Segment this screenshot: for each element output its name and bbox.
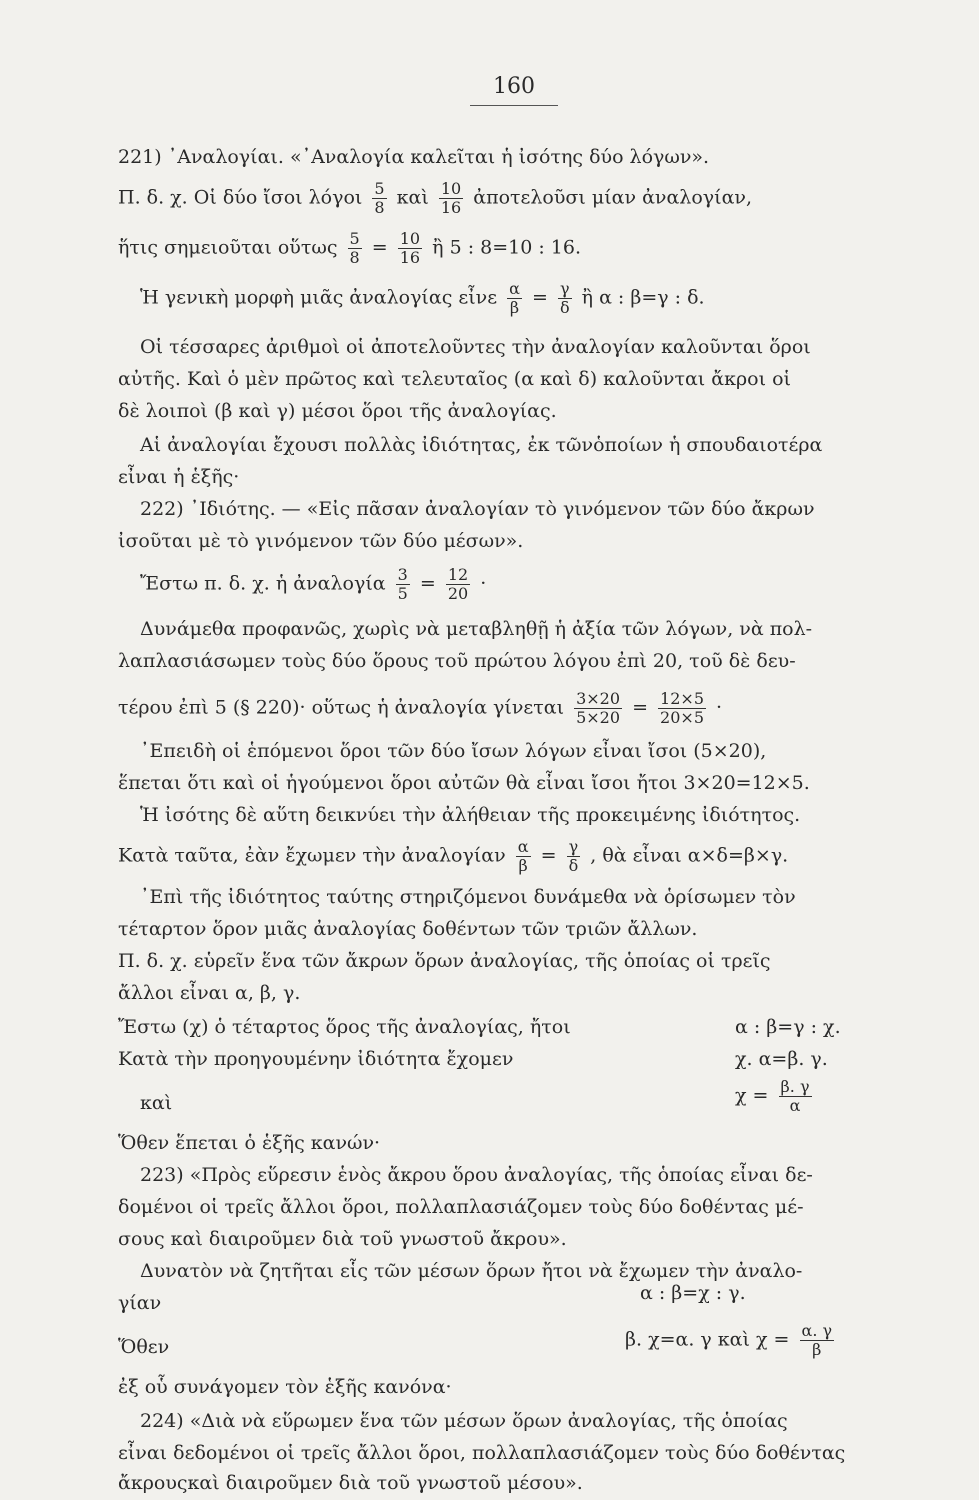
formula <box>735 1078 816 1115</box>
numerator: α. γ <box>801 1321 833 1340</box>
numerator: 3 <box>397 565 408 584</box>
text-line: Ὅθεν <box>118 1336 170 1358</box>
fraction <box>396 566 410 603</box>
text-line: λαπλασιάσωμεν τοὺς δύο ὅρους τοῦ πρώτου λόγου ἐπὶ 20, τοῦ δὲ δευ- <box>118 650 796 672</box>
text-span: = <box>371 236 388 259</box>
denominator: 5×20 <box>576 708 621 727</box>
text-line: 222) ᾿Ιδιότης. — «Εἰς πᾶσαν ἀναλογίαν τὸ γινόμενον τῶν δύο ἄκρων <box>140 498 815 520</box>
numerator: 5 <box>374 179 385 198</box>
denominator: δ <box>559 298 570 317</box>
text-line: ἕπεται ὅτι καὶ οἱ ἡγούμενοι ὅροι αὐτῶν θὰ εἶναι ἴσοι ἤτοι 3×20=12×5. <box>118 772 810 794</box>
text-span: ἥτις σημειοῦται οὕτως <box>118 236 338 259</box>
text-line: ἰσοῦται μὲ τὸ γινόμενον τῶν δύο μέσων». <box>118 530 524 552</box>
numerator: 12×5 <box>660 689 704 708</box>
text-span: ἀποτελοῦσι μίαν ἀναλογίαν, <box>473 186 753 209</box>
fraction <box>567 838 581 875</box>
numerator: 5 <box>349 229 360 248</box>
text-line <box>118 838 788 875</box>
text-span: = <box>540 844 557 867</box>
text-line: τέταρτον ὅρον μιᾶς ἀναλογίας δοθέντων τῶν τριῶν ἄλλων. <box>118 918 698 940</box>
numerator: α <box>509 279 520 298</box>
fraction <box>558 280 572 317</box>
numerator: β. γ <box>780 1077 810 1096</box>
text-line: ᾿Επειδὴ οἱ ἑπόμενοι ὅροι τῶν δύο ἴσων λόγων εἶναι ἴσοι (5×20), <box>140 740 767 762</box>
formula: χ. α=β. γ. <box>735 1048 828 1070</box>
text-line <box>118 230 581 267</box>
numerator: 10 <box>399 229 421 248</box>
text-span: ἢ α : β=γ : δ. <box>581 286 705 309</box>
text-span: β. χ=α. γ καὶ χ = <box>625 1328 790 1351</box>
page-number: 160 <box>470 74 558 106</box>
text-span: · <box>480 572 487 595</box>
text-span: · <box>716 696 723 719</box>
numerator: γ <box>568 837 579 856</box>
denominator: 5 <box>397 584 408 603</box>
text-line: δομένοι οἱ τρεῖς ἄλλοι ὅροι, πολλαπλασιάζομεν τοὺς δύο δοθέντας μέ- <box>118 1196 804 1218</box>
numerator: γ <box>559 279 570 298</box>
formula: α : β=χ : γ. <box>640 1282 746 1304</box>
formula <box>625 1322 838 1359</box>
fraction <box>348 230 362 267</box>
text-line: Ἡ ἰσότης δὲ αὕτη δεικνύει τὴν ἀλήθειαν τῆς προκειμένης ἰδιότητος. <box>140 804 801 826</box>
denominator: 20 <box>447 584 469 603</box>
text-line: αὐτῆς. Καὶ ὁ μὲν πρῶτος καὶ τελευταῖος (α καὶ δ) καλοῦνται ἄκροι οἱ <box>118 368 791 390</box>
fraction <box>574 690 622 727</box>
numerator: 12 <box>447 565 469 584</box>
text-line: ἄκρουςκαὶ διαιροῦμεν διὰ τοῦ γνωστοῦ μέσου». <box>118 1472 583 1494</box>
fraction <box>372 180 386 217</box>
text-line: εἶναι ἡ ἑξῆς· <box>118 466 240 488</box>
text-span: = <box>419 572 436 595</box>
fraction <box>800 1322 835 1359</box>
text-line <box>118 180 752 217</box>
fraction <box>439 180 463 217</box>
text-line: Π. δ. χ. εὑρεῖν ἕνα τῶν ἄκρων ὅρων ἀναλογίας, τῆς ὁποίας οἱ τρεῖς <box>118 950 771 972</box>
text-span: = <box>632 696 648 719</box>
text-line: γίαν <box>118 1292 162 1314</box>
denominator: β <box>812 1340 822 1359</box>
text-span: Ἡ γενικὴ μορφὴ μιᾶς ἀναλογίας εἶνε <box>140 286 498 309</box>
text-line: 223) «Πρὸς εὕρεσιν ἑνὸς ἄκρου ὅρου ἀναλογίας, τῆς ὁποίας εἶναι δε- <box>140 1164 813 1186</box>
text-span: Ἔστω π. δ. χ. ἡ ἀναλογία <box>140 572 386 595</box>
denominator: α <box>789 1096 801 1115</box>
text-span: = <box>531 286 548 309</box>
numerator: 10 <box>440 179 462 198</box>
denominator: 16 <box>440 198 462 217</box>
fraction <box>779 1078 812 1115</box>
text-line: Ὅθεν ἕπεται ὁ ἑξῆς κανών· <box>118 1132 381 1154</box>
text-span: χ = <box>735 1084 769 1107</box>
text-span: Κατὰ ταῦτα, ἐὰν ἔχωμεν τὴν ἀναλογίαν <box>118 844 506 867</box>
text-line: 221) ᾿Αναλογίαι. «᾿Αναλογία καλεῖται ἡ ἰσότης δύο λόγων». <box>118 146 710 168</box>
text-line: εἶναι δεδομένοι οἱ τρεῖς ἄλλοι ὅροι, πολλαπλασιάζομεν τοὺς δύο δοθέντας <box>118 1442 846 1464</box>
fraction <box>446 566 470 603</box>
text-line: σους καὶ διαιροῦμεν διὰ τοῦ γνωστοῦ ἄκρου». <box>118 1228 567 1250</box>
denominator: δ <box>568 856 579 875</box>
text-span: καὶ <box>396 186 429 209</box>
numerator: 3×20 <box>576 689 621 708</box>
text-line <box>140 280 705 317</box>
text-span: Π. δ. χ. Οἱ δύο ἴσοι λόγοι <box>118 186 363 209</box>
text-line: Οἱ τέσσαρες ἀριθμοὶ οἱ ἀποτελοῦντες τὴν ἀναλογίαν καλοῦνται ὅροι <box>140 336 811 358</box>
fraction <box>398 230 422 267</box>
denominator: 8 <box>374 198 385 217</box>
denominator: β <box>518 856 528 875</box>
text-line: καὶ <box>140 1092 173 1114</box>
denominator: 8 <box>349 248 360 267</box>
formula: α : β=γ : χ. <box>735 1016 841 1038</box>
text-line: Αἱ ἀναλογίαι ἔχουσι πολλὰς ἰδιότητας, ἐκ τῶνὁποίων ἡ σπουδαιοτέρα <box>140 434 823 456</box>
numerator: α <box>517 837 529 856</box>
text-line: Κατὰ τὴν προηγουμένην ἰδιότητα ἔχομεν <box>118 1048 514 1070</box>
text-line: ἐξ οὗ συνάγομεν τὸν ἑξῆς κανόνα· <box>118 1376 452 1398</box>
text-line: 224) «Διὰ νὰ εὕρωμεν ἕνα τῶν μέσων ὅρων ἀναλογίας, τῆς ὁποίας <box>140 1410 788 1432</box>
text-line <box>140 566 486 603</box>
denominator: 20×5 <box>660 708 704 727</box>
denominator: β <box>509 298 520 317</box>
fraction <box>658 690 706 727</box>
denominator: 16 <box>399 248 421 267</box>
text-line: ᾿Επὶ τῆς ἰδιότητος ταύτης στηριζόμενοι δυνάμεθα νὰ ὁρίσωμεν τὸν <box>140 886 796 908</box>
text-line: δὲ λοιποὶ (β καὶ γ) μέσοι ὅροι τῆς ἀναλογίας. <box>118 400 557 422</box>
text-span: τέρου ἐπὶ 5 (§ 220)· οὕτως ἡ ἀναλογία γίνεται <box>118 696 565 719</box>
text-line: Ἔστω (χ) ὁ τέταρτος ὅρος τῆς ἀναλογίας, ἤτοι <box>118 1016 571 1038</box>
fraction <box>507 280 522 317</box>
text-span: , θὰ εἶναι α×δ=β×γ. <box>590 844 789 867</box>
fraction <box>516 838 531 875</box>
text-span: ἢ 5 : 8=10 : 16. <box>432 236 582 259</box>
text-line: Δυνάμεθα προφανῶς, χωρὶς νὰ μεταβληθῇ ἡ ἀξία τῶν λόγων, νὰ πολ- <box>140 618 813 640</box>
text-line: Δυνατὸν νὰ ζητῆται εἷς τῶν μέσων ὅρων ἤτοι νὰ ἔχωμεν τὴν ἀναλο- <box>140 1260 803 1282</box>
text-line <box>118 690 722 727</box>
text-line: ἄλλοι εἶναι α, β, γ. <box>118 982 301 1004</box>
